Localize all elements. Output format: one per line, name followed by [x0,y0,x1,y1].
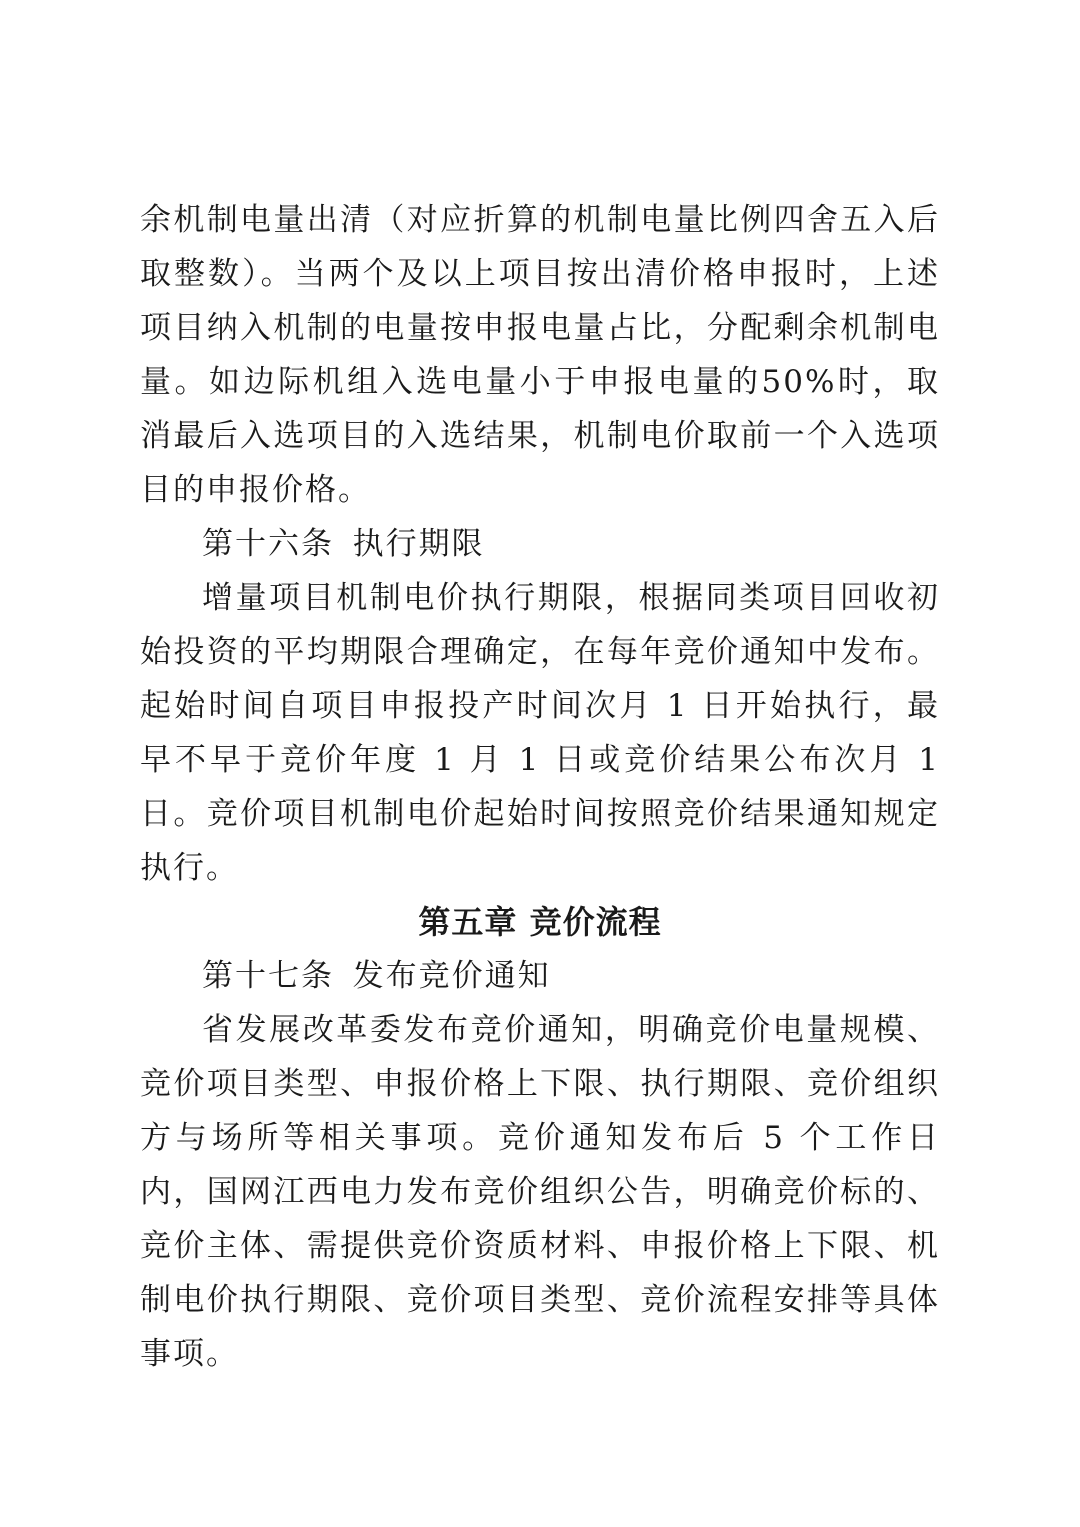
article-17-title: 发布竞价通知 [352,958,551,994]
article-16-body: 增量项目机制电价执行期限，根据同类项目回收初始投资的平均期限合理确定，在每年竞价通知中发布。起始时间自项目申报投产时间次月 1 日开始执行，最早不早于竞价年度 1 月 1 日或竞价结果公布次月 1 日。竞价项目机制电价起始时间按照竞价结果通知规定执行。 [140,580,940,886]
continued-paragraph: 余机制电量出清（对应折算的机制电量比例四舍五入后取整数）。当两个及以上项目按出清价格申报时，上述项目纳入机制的电量按申报电量占比，分配剩余机制电量。如边际机组入选电量小于申报电量的50%时，取消最后入选项目的入选结果，机制电价取前一个入选项目的申报价格。 [140,202,940,508]
article-16-number: 第十六条 [202,526,334,562]
article-16-title: 执行期限 [352,526,485,562]
article-16-heading [140,517,940,571]
article-17-body: 省发展改革委发布竞价通知，明确竞价电量规模、竞价项目类型、申报价格上下限、执行期限、竞价组织方与场所等相关事项。竞价通知发布后 5 个工作日内，国网江西电力发布竞价组织公告，明确竞价标的、竞价主体、需提供竞价资质材料、申报价格上下限、机制电价执行期限、竞价项目类型、竞价流程安排等具体事项。 [140,1012,940,1372]
article-17-heading [140,949,940,1003]
article-17-number: 第十七条 [202,958,334,994]
document-body [140,193,940,1381]
chapter-5-title: 第五章 竞价流程 [418,903,662,941]
